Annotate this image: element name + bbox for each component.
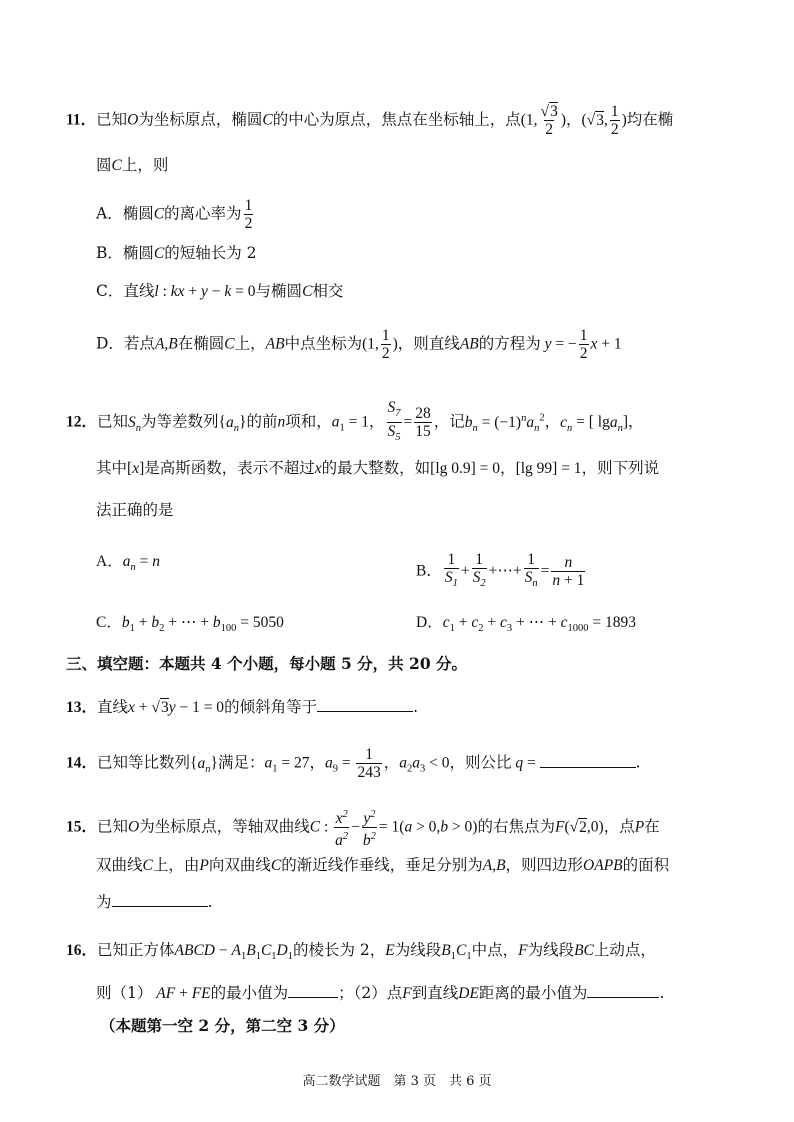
- q15-answer-blank[interactable]: [112, 892, 208, 907]
- q14-line: 14．已知等比数列$\{a_n\}$满足：$a_1 = 27$，$a_9$ = $\frac{1}{243}$ ，$a_2a_3 < 0$，则公比 q = .: [66, 746, 641, 781]
- q13-number: 13．: [66, 699, 98, 716]
- q16-number: 16．: [66, 942, 98, 959]
- q16-answer-blank-1[interactable]: [288, 983, 338, 998]
- q16-line1: 16．已知正方体ABCD − $A_1B_1C_1D_1$的棱长为 2，E为线段$B_1C_1$中点，F为线段BC上动点，: [66, 941, 656, 963]
- q12-line1: 12．已知$S_n$为等差数列$\{a_n\}$的前n项和，$a_1 = 1$， $\frac{S_7}{S_5}$ = $\frac{28}{15}$ ，记$b_n = (-1)^na_n^2$，$c_n$ = [ lga$_n$]，: [66, 399, 644, 446]
- q11-option-a: A．椭圆C的离心率为 $\frac{1}{2}$: [96, 197, 253, 232]
- q15-line1: 15．已知O为坐标原点，等轴双曲线C : $\frac{x^2}{a^2}$ − $\frac{y^2}{b^2}$ = 1(a > 0,b > 0)的右焦点为F(√2,0)，点P在: [66, 809, 660, 850]
- q13-line: 13．直线x + √3y − 1 = 0的倾斜角等于 .: [66, 698, 419, 716]
- q12-option-c: C．$b_1 + b_2$ + ⋯ + $b_{100} = 5050$: [96, 614, 284, 635]
- q12-number: 12．: [66, 413, 98, 431]
- q11-line2: 圆C上，则: [96, 156, 169, 174]
- q15-line2: 双曲线C上，由P向双曲线C的渐近线作垂线，垂足分别为A,B，则四边形OAPB的面积: [96, 856, 670, 874]
- q15-line3: 为 .: [96, 893, 213, 911]
- q16-line2: 则（1） AF + FE的最小值为 ；（2）点F到直线DE距离的最小值为 .: [96, 984, 665, 1002]
- q12-line2: 其中[x]是高斯函数，表示不超过x的最大整数，如[lg 0.9] = 0，[lg 99] = 1，则下列说: [96, 459, 660, 477]
- q15-number: 15．: [66, 818, 98, 836]
- page-footer: 高二数学试题 第 3 页 共 6 页: [302, 1074, 492, 1089]
- q14-answer-blank[interactable]: [540, 753, 636, 768]
- section-3-heading: 三、填空题：本题共 4 个小题，每小题 5 分，共 20 分。: [66, 654, 468, 673]
- q11-number: 11．: [66, 111, 97, 129]
- q12-line3: 法正确的是: [96, 501, 174, 519]
- q12-option-b: B． $\frac{1}{S_1}$ + $\frac{1}{S_2}$ +⋯+ $\frac{1}{S_n}$ = $\frac{n}{n + 1}$: [416, 551, 587, 592]
- q11-option-b: B．椭圆C的短轴长为 2: [96, 244, 257, 262]
- q14-number: 14．: [66, 754, 98, 772]
- q12-option-a: A．$a_n = n$: [96, 553, 160, 574]
- q16-answer-blank-2[interactable]: [587, 983, 659, 998]
- q11-option-c: C．直线l : kx + y − k = 0与椭圆C相交: [96, 282, 344, 300]
- q16-scoring-note: （本题第一空 2 分，第二空 3 分）: [100, 1016, 345, 1035]
- q13-answer-blank[interactable]: [317, 697, 413, 712]
- q11-option-d: D．若点A,B在椭圆C上，AB中点坐标为(1, $\frac{1}{2}$ )，则直线AB的方程为 y = − $\frac{1}{2}$ x + 1: [96, 327, 622, 362]
- q12-option-d: D．$c_1 + c_2 + c_3$ + ⋯ + $c_{1000} = 1893$: [416, 614, 636, 635]
- q11-line1: 11．已知O为坐标原点，椭圆C的中心为原点，焦点在坐标轴上，点(1, $\frac{√3}{2}$ )，(√3, $\frac{1}{2}$ )均在椭: [66, 103, 674, 138]
